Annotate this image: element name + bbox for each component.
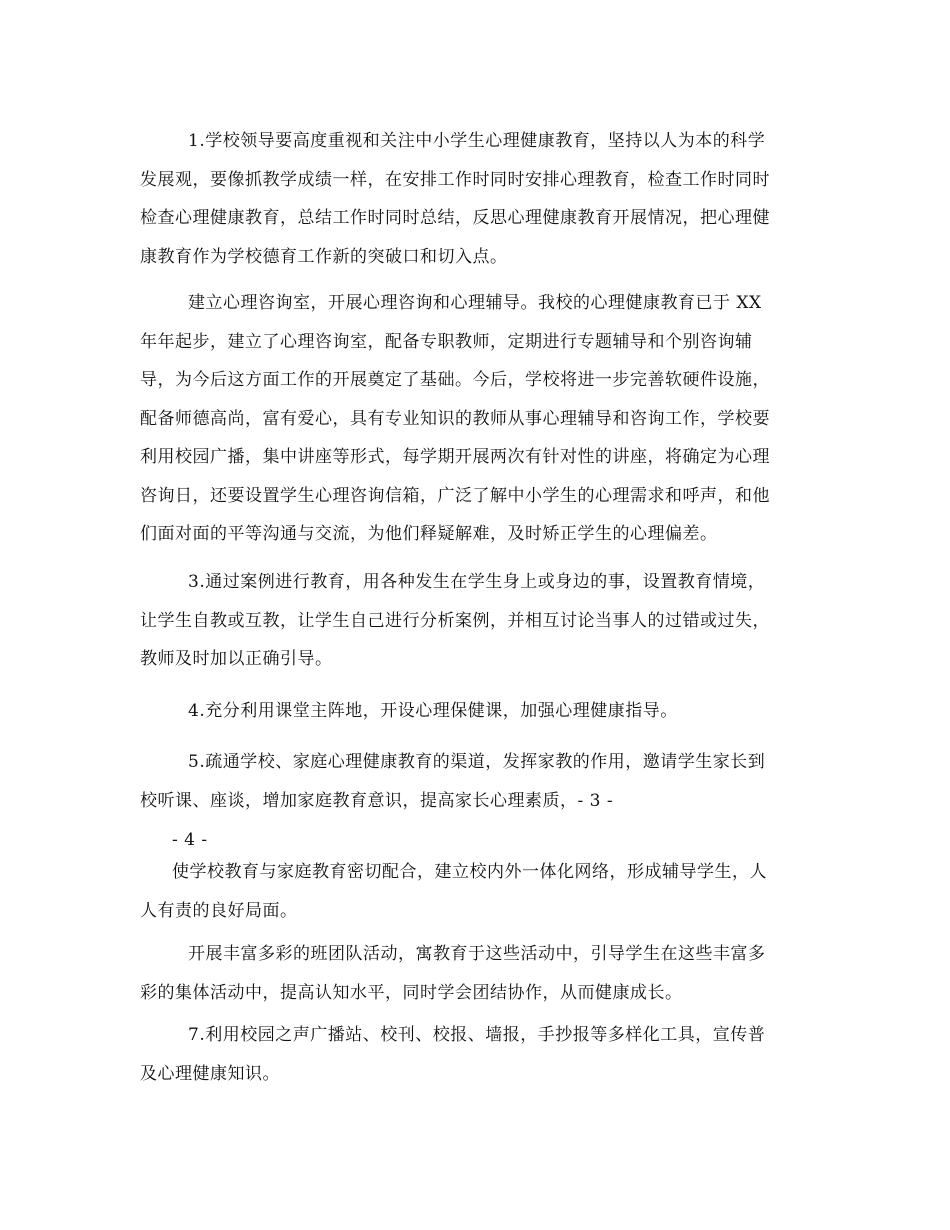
page-number-text: - 4 - [172,830,208,850]
paragraph-2-line-4: 配备师德高尚，富有爱心，具有专业知识的教师从事心理辅导和咨询工作，学校要 [140,408,770,429]
paragraph-5-line-1: 5.疏通学校、家庭心理健康教育的渠道，发挥家教的作用，邀请学生家长到 [188,752,766,772]
paragraph-4 [140,692,678,731]
paragraph-2-line-1: 建立心理咨询室，开展心理咨询和心理辅导。我校的心理健康教育已于 XX [188,293,762,313]
paragraph-2-line-6: 咨询日，还要设置学生心理咨询信箱，广泛了解中小学生的心理需求和呼声，和他 [140,485,770,506]
paragraph-8 [140,1016,765,1093]
paragraph-6-line-2: 人有责的良好局面。 [140,900,298,921]
paragraph-2 [140,284,770,554]
paragraph-7-line-2: 彩的集体活动中，提高认知水平，同时学会团结协作，从而健康成长。 [140,982,683,1003]
paragraph-1-line-3: 检查心理健康教育，总结工作时同时总结，反思心理健康教育开展情况，把心理健 [140,208,770,228]
paragraph-5 [140,743,765,820]
paragraph-8-line-2: 及心理健康知识。 [140,1063,280,1084]
paragraph-2-line-7: 们面对面的平等沟通与交流，为他们释疑解难，及时矫正学生的心理偏差。 [140,524,718,544]
paragraph-1-line-2: 发展观，要像抓教学成绩一样，在安排工作时同时安排心理教育，检查工作时同时 [140,169,770,190]
paragraph-4-line-1: 4.充分利用课堂主阵地，开设心理保健课，加强心理健康指导。 [188,701,678,721]
paragraph-7-line-1: 开展丰富多彩的班团队活动，寓教育于这些活动中，引导学生在这些丰富多 [188,944,766,964]
paragraph-7 [140,935,766,1012]
paragraph-3-line-3: 教师及时加以正确引导。 [140,649,333,669]
paragraph-8-line-1: 7.利用校园之声广播站、校刊、校报、墙报，手抄报等多样化工具，宣传普 [188,1025,766,1045]
paragraph-3-line-2: 让学生自教或互教，让学生自己进行分析案例，并相互讨论当事人的过错或过失， [140,610,770,631]
paragraph-6-line-1: 使学校教育与家庭教育密切配合，建立校内外一体化网络，形成辅导学生，人 [172,862,767,882]
paragraph-1 [140,122,770,276]
paragraph-1-line-1: 1.学校领导要高度重视和关注中小学生心理健康教育，坚持以人为本的科学 [188,131,766,151]
paragraph-3-line-1: 3.通过案例进行教育，用各种发生在学生身上或身边的事，设置教育情境， [188,572,766,592]
paragraph-2-line-2: 年年起步，建立了心理咨询室，配备专职教师，定期进行专题辅导和个别咨询辅 [140,331,753,352]
paragraph-2-line-5: 利用校园广播，集中讲座等形式，每学期开展两次有针对性的讲座，将确定为心理 [140,447,770,467]
paragraph-2-line-3: 导，为今后这方面工作的开展奠定了基础。今后，学校将进一步完善软硬件设施， [140,370,770,390]
paragraph-6 [140,853,767,930]
paragraph-5-line-2: 校听课、座谈，增加家庭教育意识，提高家长心理素质，- 3 - [140,790,614,811]
paragraph-1-line-4: 康教育作为学校德育工作新的突破口和切入点。 [140,246,508,267]
paragraph-3 [140,563,770,679]
